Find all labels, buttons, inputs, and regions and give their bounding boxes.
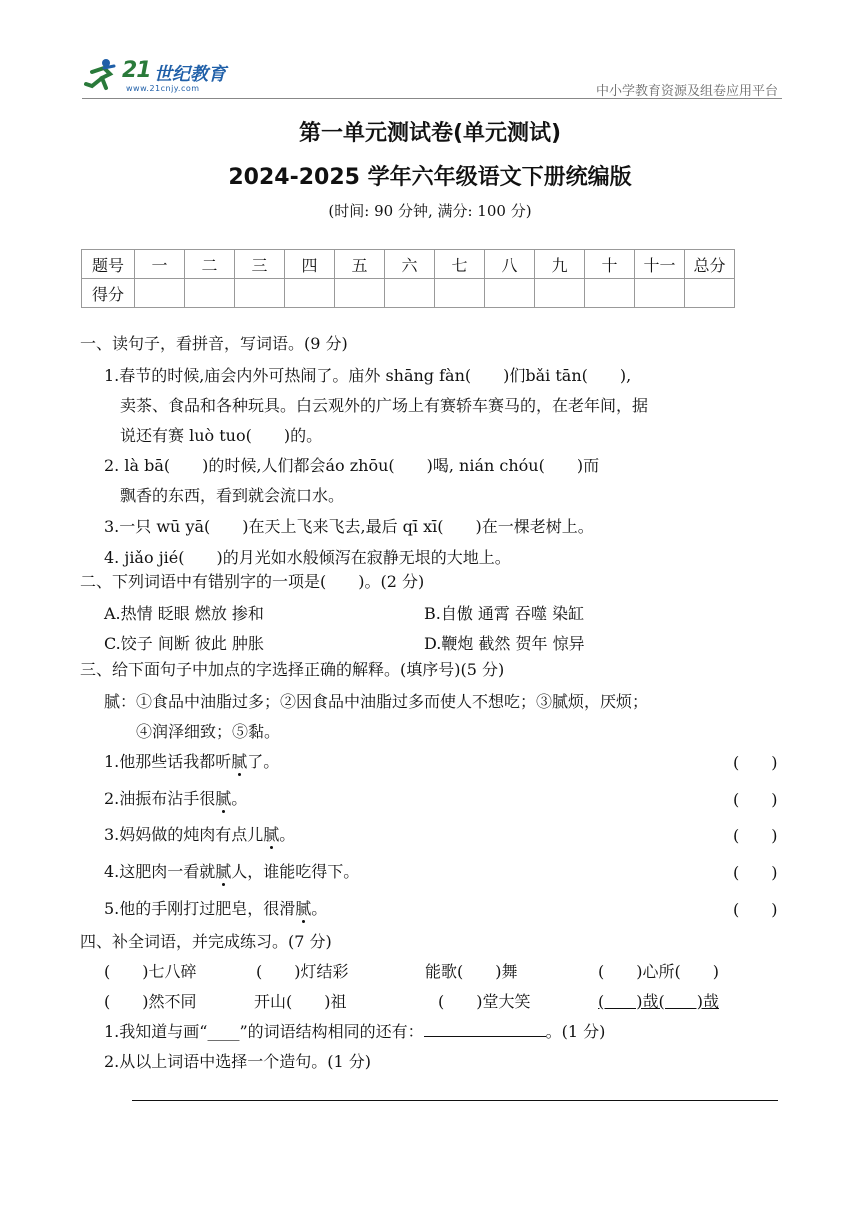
score-table-cell: 题号: [82, 250, 135, 279]
idiom-blank[interactable]: 能歌( )舞: [425, 962, 518, 981]
score-input-cell[interactable]: [335, 279, 385, 308]
score-table-cell: 总分: [685, 250, 735, 279]
section1-heading: 一、读句子，看拼音，写词语。(9 分): [80, 334, 348, 353]
score-table-score-row: [82, 279, 735, 308]
answer-box[interactable]: ( ): [733, 900, 778, 919]
score-input-cell[interactable]: [135, 279, 185, 308]
score-input-cell[interactable]: [685, 279, 735, 308]
dotted-char: 腻: [263, 825, 280, 844]
dotted-char: 腻: [215, 862, 232, 881]
score-input-cell[interactable]: [635, 279, 685, 308]
s3-item: 3.妈妈做的炖肉有点儿腻。: [104, 825, 296, 844]
s4-question-2: 2.从以上词语中选择一个造句。(1 分): [104, 1052, 372, 1071]
logo-number: 21: [122, 58, 151, 83]
runner-icon: [82, 58, 120, 92]
sentence-answer-line[interactable]: [132, 1100, 778, 1101]
header-divider: [82, 98, 782, 99]
answer-line[interactable]: [424, 1022, 546, 1037]
s3-item: 1.他那些话我都听腻了。: [104, 752, 280, 771]
logo-url: www.21cnjy.com: [126, 84, 200, 93]
option-a[interactable]: A.热情 眨眼 燃放 掺和: [104, 604, 264, 623]
page-subtitle-title: 2024-2025 学年六年级语文下册统编版: [228, 165, 632, 190]
section3-heading: 三、给下面句子中加点的字选择正确的解释。(填序号)(5 分): [80, 660, 505, 679]
score-input-cell[interactable]: [235, 279, 285, 308]
score-row-label: 得分: [82, 279, 135, 308]
s3-item: 4.这肥肉一看就腻人，谁能吃得下。: [104, 862, 360, 881]
s3-item: 5.他的手刚打过肥皂，很滑腻。: [104, 899, 328, 918]
score-table-cell: 十一: [635, 250, 685, 279]
idiom-blank[interactable]: ( )然不同: [104, 992, 197, 1011]
score-input-cell[interactable]: [535, 279, 585, 308]
s1-line: 说还有赛 luò tuo( )的。: [120, 426, 323, 445]
definition-line: ④润泽细致；⑤黏。: [136, 722, 281, 741]
dotted-char: 腻: [231, 752, 248, 771]
s1-line: 4. jiǎo jié( )的月光如水般倾泻在寂静无垠的大地上。: [104, 548, 511, 567]
score-input-cell[interactable]: [435, 279, 485, 308]
section2-heading: 二、下列词语中有错别字的一项是( )。(2 分): [80, 572, 425, 591]
answer-box[interactable]: ( ): [733, 863, 778, 882]
score-table-header-row: [82, 250, 735, 279]
score-table-cell: 七: [435, 250, 485, 279]
s1-line: 飘香的东西，看到就会流口水。: [120, 486, 345, 505]
exam-time-info: (时间: 90 分钟, 满分: 100 分): [328, 202, 532, 220]
logo: [82, 58, 242, 94]
logo-text: 世纪教育: [154, 64, 226, 85]
s4-question-1: 1.我知道与画“____”的词语结构相同的还有： 。(1 分): [104, 1022, 606, 1041]
idiom-blank[interactable]: 开山( )祖: [254, 992, 347, 1011]
idiom-blank[interactable]: ( )灯结彩: [256, 962, 349, 981]
answer-box[interactable]: ( ): [733, 826, 778, 845]
score-table-cell: 二: [185, 250, 235, 279]
s1-line: 卖茶、食品和各种玩具。白云观外的广场上有赛轿车赛马的，在老年间，据: [120, 396, 649, 415]
dotted-char: 腻: [295, 899, 312, 918]
dotted-char: 腻: [215, 789, 232, 808]
option-d[interactable]: D.鞭炮 截然 贺年 惊异: [424, 634, 585, 653]
score-table-cell: 六: [385, 250, 435, 279]
s1-line: 3.一只 wū yā( )在天上飞来飞去,最后 qī xī( )在一棵老树上。: [104, 517, 594, 536]
score-table-cell: 八: [485, 250, 535, 279]
idiom-blank-underlined[interactable]: ( )哉( )哉: [598, 992, 719, 1011]
s3-item: 2.油振布沾手很腻。: [104, 789, 248, 808]
section4-heading: 四、补全词语，并完成练习。(7 分): [80, 932, 332, 951]
answer-box[interactable]: ( ): [733, 790, 778, 809]
score-table-cell: 九: [535, 250, 585, 279]
score-table-cell: 五: [335, 250, 385, 279]
s1-line: 1.春节的时候,庙会内外可热闹了。庙外 shāng fàn( )们bǎi tān( ),: [104, 366, 632, 385]
score-table-cell: 十: [585, 250, 635, 279]
score-input-cell[interactable]: [385, 279, 435, 308]
option-b[interactable]: B.自傲 通霄 吞噬 染缸: [424, 604, 585, 623]
option-c[interactable]: C.饺子 间断 彼此 肿胀: [104, 634, 265, 653]
score-table-cell: 四: [285, 250, 335, 279]
score-table: [81, 249, 735, 308]
idiom-blank[interactable]: ( )七八碎: [104, 962, 197, 981]
answer-box[interactable]: ( ): [733, 753, 778, 772]
definition-line: 腻：①食品中油脂过多；②因食品中油脂过多而使人不想吃；③腻烦，厌烦；: [104, 692, 649, 711]
s1-line: 2. là bā( )的时候,人们都会áo zhōu( )喝, nián chóu( )而: [104, 456, 600, 475]
page-header: [82, 52, 782, 100]
page-title: 第一单元测试卷(单元测试): [298, 121, 562, 146]
platform-name: 中小学教育资源及组卷应用平台: [595, 84, 778, 99]
score-input-cell[interactable]: [185, 279, 235, 308]
score-input-cell[interactable]: [485, 279, 535, 308]
idiom-blank[interactable]: ( )堂大笑: [438, 992, 531, 1011]
idiom-blank[interactable]: ( )心所( ): [598, 962, 719, 981]
score-table-cell: 一: [135, 250, 185, 279]
score-table-cell: 三: [235, 250, 285, 279]
score-input-cell[interactable]: [585, 279, 635, 308]
score-input-cell[interactable]: [285, 279, 335, 308]
